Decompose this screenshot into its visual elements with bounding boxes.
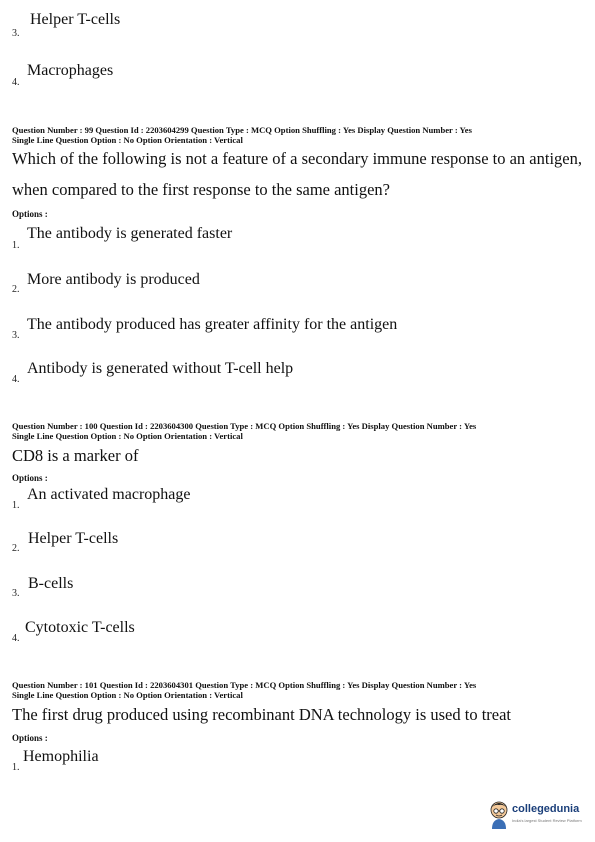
option-number: 1. <box>12 762 20 773</box>
option-text: More antibody is produced <box>27 271 200 288</box>
question-meta-line2: Single Line Question Option : No Option Orientation : Vertical <box>12 690 243 700</box>
option-text: Cytotoxic T-cells <box>25 619 135 636</box>
option-number: 4. <box>12 633 20 644</box>
options-label: Options : <box>12 209 48 219</box>
option-number: 2. <box>12 284 20 295</box>
option-number: 4. <box>12 374 20 385</box>
option-number: 3. <box>12 588 20 599</box>
question-meta-line1: Question Number : 100 Question Id : 2203604300 Question Type : MCQ Option Shuffling : Yes Display Question Number : Yes <box>12 421 477 431</box>
option-number: 3. <box>12 330 20 341</box>
question-text-line1: CD8 is a marker of <box>12 446 139 465</box>
student-mascot-icon <box>488 800 510 830</box>
option-number: 2. <box>12 543 20 554</box>
option-text: The antibody produced has greater affinity for the antigen <box>27 316 398 333</box>
logo-tagline: India's largest Student Review Platform <box>512 818 582 823</box>
options-label: Options : <box>12 473 48 483</box>
question-text-line2: when compared to the first response to the same antigen? <box>12 180 391 199</box>
option-text: B-cells <box>28 575 74 592</box>
option-text: Macrophages <box>27 62 114 79</box>
collegedunia-logo <box>488 800 588 830</box>
option-number: 3. <box>12 28 20 39</box>
logo-wordmark: collegedunia <box>512 803 580 815</box>
question-meta-line2: Single Line Question Option : No Option Orientation : Vertical <box>12 135 243 145</box>
option-number: 1. <box>12 500 20 511</box>
option-text: Helper T-cells <box>28 530 119 547</box>
question-text-line1: Which of the following is not a feature of a secondary immune response to an antigen, <box>12 149 582 168</box>
option-text: An activated macrophage <box>27 486 191 503</box>
option-text: The antibody is generated faster <box>27 225 233 242</box>
option-text: Hemophilia <box>23 748 99 765</box>
options-label: Options : <box>12 733 48 743</box>
question-meta-line2: Single Line Question Option : No Option Orientation : Vertical <box>12 431 243 441</box>
option-text: Antibody is generated without T-cell help <box>27 360 294 377</box>
question-meta-line1: Question Number : 101 Question Id : 2203604301 Question Type : MCQ Option Shuffling : Yes Display Question Number : Yes <box>12 680 477 690</box>
option-text: Helper T-cells <box>30 11 121 28</box>
option-number: 1. <box>12 240 20 251</box>
question-text-line1: The first drug produced using recombinant DNA technology is used to treat <box>12 705 512 724</box>
question-meta-line1: Question Number : 99 Question Id : 2203604299 Question Type : MCQ Option Shuffling : Yes Display Question Number : Yes <box>12 125 472 135</box>
option-number: 4. <box>12 77 20 88</box>
